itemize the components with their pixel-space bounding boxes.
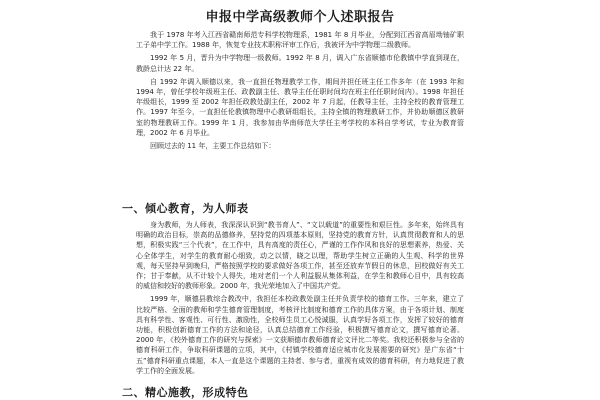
section-heading-2: 二、精心施教，形成特色: [122, 386, 249, 399]
intro-paragraph: 1992 年 5 月，晋升为中学物理一级教师。1992 年 8 月，调入广东省顺德市伦教镇中学直到现在，教龄总计达 22 年。: [136, 54, 464, 73]
section1-paragraph: 身为教师，为人师表，我深深认识到“教书育人”、“文以载道”的重要性和艰巨性。多年来，始终具有明确的政治目标，崇高的品德修养，坚持党的四项基本原则，坚持党的教育方针，认真贯彻教育和人的思想，积极实践“三个代表”，在工作中，具有高度的责任心，严谨的工作作风和良好的思想素养，热爱、关心全体学生，对学生的教育耐心细致，动之以情，晓之以理，帮助学生树立正确的人生观、科学的世界观，每天坚持早到晚归，严格按照学校的要求做好各项工作，甚至还放弃节假日的休息，回校做好有关工作；甘于奉献，从不计较个人得失，地对老们一个人利益服从集体利益，在学生和教师心目中，具有较高的威信和较好的教师形象。2000 年，我光荣地加入了中国共产党。: [136, 221, 464, 291]
section-heading-1: 一、倾心教育，为人师表: [122, 202, 249, 215]
intro-paragraph: 我于 1978 年考入江西省赣南师范专科学校物理系，1981 年 8 月毕业，分配到江西省高眉坳铀矿职工子弟中学工作。1988 年，恢复专业技术职称评审工作后，我被评为中学物理二级教师。: [136, 31, 464, 50]
intro-paragraph: 回顾过去的 11 年，主要工作总结如下：: [150, 142, 276, 151]
page-title: 申报中学高级教师个人述职报告: [205, 10, 395, 25]
intro-block: [136, 30, 464, 154]
intro-paragraph: 自 1992 年调入顺德以来，我一直担任物理教学工作，期间并担任班主任工作多年（在 1993 年和 1994 年，曾任学校年级班主任、政教副主任、教导主任任职时间均在班主任任职时间内）。1998 年担任年级组长，1999 至 2002 年担任政教处副主任，2002 年 7 月起，任教导主任，主持全校的教育管理工作。1997 年至今，一直担任伦教镇物理中心教研组组长，主持全镇的物理教研工作，并协助顺德区教研室的物理教研工作。1999 年 1 月，我参加由华南师范大学任主考学校的本科自学考试，专业为教育管理，2002 年 6 月毕业。: [136, 77, 464, 137]
section1-paragraph: 1999 年，顺德县教综合教改中，我担任本校政教处副主任并负责学校的德育工作。三年来，建立了比较严格、全面的教师和学生德育管理制度，考核评比制度和德育工作的具体方案，由于各项计划、制度具有科学性、客观性、可行性、激励性，全校师生员工心悦诚服，认真学好各项工作，发挥了较好的德育功能，积极创新德育工作的方法和途径，认真总结德育工作经验，积极撰写德育论文，撰写德育论著。2000 年，《校外德育工作的研究与探索》一文获顺德市教师德育论文评比二等奖。我校还积极参与全省的德育科研工作，争取科研课题的立项，其中，《村镇学校德育适应城市化发展需要的研究》是广东省“十五”德育科研重点课题，本人一直是这个课题的主持者、参与者，重视有成效的德育科研，有力地促进了教学工作的全面发展。: [136, 295, 464, 375]
section1-block: [136, 220, 464, 379]
